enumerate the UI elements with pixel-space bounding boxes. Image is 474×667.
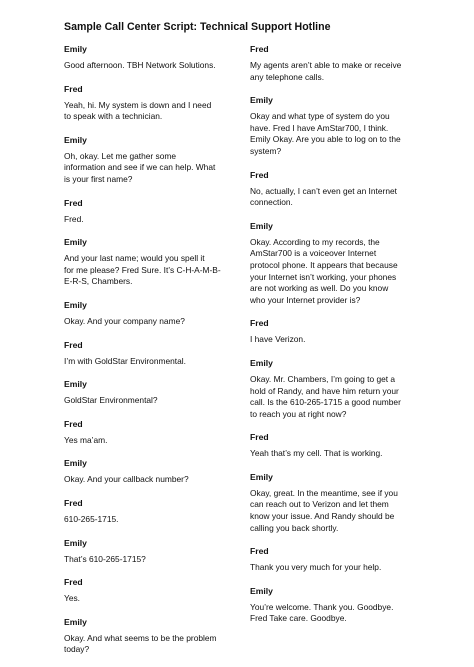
speaker-name: Fred [64,83,83,94]
dialogue-turn [250,220,428,307]
dialogue-turn [64,83,244,123]
dialogue-turn [64,616,244,656]
dialogue-line: Okay. And what seems to be the problem today? [64,632,217,655]
speaker-name: Fred [64,577,83,588]
dialogue-turn [250,471,428,534]
speaker-name: Emily [64,379,87,390]
dialogue-line: Okay. And your callback number? [64,474,189,485]
dialogue-turn [250,43,428,83]
dialogue-line: Okay, great. In the meantime, see if you can reach out to Verizon and let them know your issue. And Randy should be calling you back shortly. [250,487,398,533]
dialogue-turn [250,585,428,625]
speaker-name: Emily [250,220,273,231]
speaker-name: Fred [250,546,269,557]
dialogue-line: GoldStar Environmental? [64,395,158,406]
dialogue-line: My agents aren’t able to make or receive any telephone calls. [250,60,402,82]
dialogue-line: You’re welcome. Thank you. Goodbye. Fred Take care. Goodbye. [250,601,394,624]
dialogue-turn [64,537,244,566]
speaker-name: Fred [64,339,83,350]
dialogue-line: And your last name; would you spell it for me please? Fred Sure. It’s C-H-A-M-B- E-R-S, Chambers. [64,253,221,287]
dialogue-line: Oh, okay. Let me gather some information and see if we can help. What is your first name? [64,150,216,184]
speaker-name: Emily [250,585,273,596]
dialogue-line: Thank you very much for your help. [250,562,382,573]
document-title: Sample Call Center Script: Technical Support Hotline [64,21,331,33]
dialogue-line: Yes. [64,593,80,604]
speaker-name: Emily [64,616,87,627]
dialogue-line: That’s 610-265-1715? [64,553,146,564]
speaker-name: Emily [250,95,273,106]
dialogue-turn [64,497,244,526]
dialogue-line: Fred. [64,213,84,224]
left-column [64,43,244,667]
speaker-name: Emily [64,537,87,548]
dialogue-turn [64,236,244,288]
dialogue-turn [250,317,428,346]
dialogue-line: I have Verizon. [250,334,306,345]
speaker-name: Emily [64,134,87,145]
dialogue-turn [64,197,244,226]
speaker-name: Emily [250,357,273,368]
dialogue-turn [250,545,428,574]
right-column [250,43,428,636]
dialogue-turn [250,431,428,460]
speaker-name: Emily [64,44,87,54]
speaker-name: Fred [250,169,269,180]
speaker-name: Fred [250,318,269,329]
dialogue-line: No, actually, I can’t even get an Internet connection. [250,185,397,208]
speaker-name: Fred [250,432,269,443]
dialogue-turn [64,378,244,407]
dialogue-turn [64,43,244,72]
dialogue-line: Okay. And your company name? [64,315,185,326]
dialogue-turn [64,299,244,328]
speaker-name: Fred [64,197,83,208]
dialogue-turn [250,357,428,420]
speaker-name: Emily [64,458,87,469]
dialogue-line: Yeah that’s my cell. That is working. [250,448,383,459]
dialogue-turn [250,94,428,157]
dialogue-turn [64,418,244,447]
dialogue-turn [64,339,244,368]
dialogue-turn [250,169,428,209]
speaker-name: Emily [64,299,87,310]
dialogue-turn [64,457,244,486]
dialogue-turn [64,134,244,186]
dialogue-line: Yeah, hi. My system is down and I need to speak with a technician. [64,99,212,122]
dialogue-line: 610-265-1715. [64,513,119,524]
dialogue-turn [64,576,244,605]
speaker-name: Emily [64,237,87,248]
dialogue-line: I’m with GoldStar Environmental. [64,355,186,366]
dialogue-line: Yes ma’am. [64,434,108,445]
speaker-name: Fred [64,418,83,429]
speaker-name: Fred [250,44,269,54]
speaker-name: Fred [64,497,83,508]
dialogue-line: Okay. Mr. Chambers, I’m going to get a hold of Randy, and have him return your call. Is the 610-265-1715 a good number to reach you at right now? [250,373,401,419]
dialogue-line: Okay. According to my records, the AmStar700 is a voiceover Internet protocol phone. It appears that because your Internet isn’t working, your phones are not working as well. Do you know who your Internet provider is? [250,236,398,305]
speaker-name: Emily [250,471,273,482]
dialogue-line: Okay and what type of system do you have. Fred I have AmStar700, I think. Emily Okay. Are you able to log on to the system? [250,111,401,156]
dialogue-line: Good afternoon. TBH Network Solutions. [64,60,216,70]
